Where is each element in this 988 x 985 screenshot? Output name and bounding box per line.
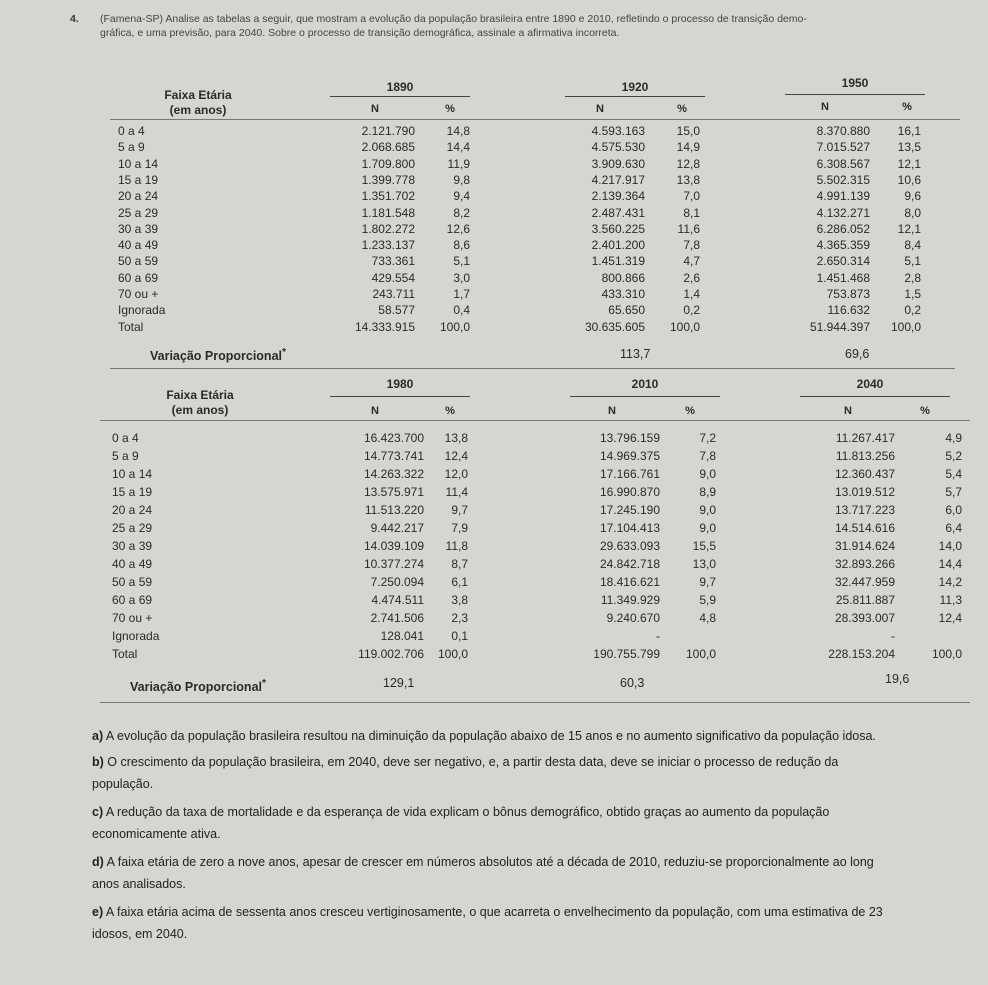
count-cell: 5.502.315 bbox=[816, 172, 870, 187]
percent-cell: 5,2 bbox=[945, 449, 962, 463]
age-range-label: 60 a 69 bbox=[112, 593, 153, 607]
count-cell: 119.002.706 bbox=[358, 647, 424, 661]
percent-cell: 12,1 bbox=[897, 221, 921, 236]
count-cell: 11.267.417 bbox=[835, 431, 895, 445]
age-range-label: 5 a 9 bbox=[112, 449, 139, 463]
age-range-label: 60 a 69 bbox=[118, 270, 159, 285]
count-cell: 29.633.093 bbox=[599, 539, 660, 553]
percent-cell: 8,1 bbox=[683, 205, 700, 220]
percent-cell: 13,8 bbox=[676, 172, 700, 187]
percent-cell: 14,2 bbox=[938, 575, 962, 589]
count-cell: 32.893.266 bbox=[834, 557, 895, 571]
table-divider bbox=[100, 702, 970, 703]
percent-cell: 4,9 bbox=[945, 431, 962, 445]
option-text: A faixa etária de zero a nove anos, apesar de crescer em números absolutos até a década de 2010, reduziu-se proporcionalmente ao long bbox=[106, 855, 874, 869]
percent-cell: 8,9 bbox=[699, 485, 716, 499]
percent-cell: 10,6 bbox=[897, 172, 921, 187]
option-letter: e) bbox=[92, 905, 104, 919]
table-row bbox=[0, 431, 988, 445]
variation-value: 69,6 bbox=[845, 347, 870, 361]
percent-cell: 15,5 bbox=[692, 539, 716, 553]
year-header: 2010 bbox=[631, 377, 659, 391]
table-row bbox=[0, 449, 988, 463]
count-cell: 1.233.137 bbox=[361, 238, 415, 253]
count-cell: 3.560.225 bbox=[591, 221, 645, 236]
table-row bbox=[0, 503, 988, 517]
option-b-continued bbox=[92, 773, 153, 795]
year-underline bbox=[800, 396, 950, 397]
percent-cell: 0,2 bbox=[904, 303, 921, 318]
count-cell: 4.217.917 bbox=[591, 172, 645, 187]
count-cell: 753.873 bbox=[826, 287, 870, 301]
percent-cell: 4,7 bbox=[683, 254, 700, 269]
intro-line-1: (Famena-SP) Analise as tabelas a seguir, que mostram a evolução da população brasileira entre 1890 e 2010, refletindo o processo de transição demo- bbox=[100, 13, 807, 25]
variation-label-text: Variação Proporcional bbox=[150, 349, 282, 364]
percent-cell: 11,3 bbox=[939, 593, 962, 607]
percent-cell: 5,1 bbox=[904, 254, 921, 269]
table-row bbox=[0, 557, 988, 571]
year-header: 2040 bbox=[856, 377, 884, 391]
percent-cell: 0,1 bbox=[451, 629, 468, 643]
age-range-label: 5 a 9 bbox=[118, 140, 145, 155]
percent-cell: 2,3 bbox=[451, 611, 468, 625]
table-row bbox=[0, 271, 988, 285]
col-header-pct: % bbox=[685, 405, 695, 417]
year-header: 1950 bbox=[841, 76, 869, 90]
table-divider bbox=[110, 368, 955, 369]
count-cell: 16.990.870 bbox=[599, 485, 660, 499]
table-row bbox=[0, 593, 988, 607]
percent-cell: 14,9 bbox=[676, 140, 700, 155]
percent-cell: 100,0 bbox=[890, 319, 921, 334]
count-cell: 4.365.359 bbox=[816, 238, 870, 253]
age-range-label: 15 a 19 bbox=[112, 485, 153, 499]
col-header-pct: % bbox=[445, 405, 455, 417]
count-cell: 7.015.527 bbox=[816, 140, 870, 155]
option-text: A faixa etária acima de sessenta anos cresceu vertiginosamente, o que acarreta o envelhecimento da população, com uma estimativa de 23 bbox=[105, 905, 883, 919]
count-cell: 4.474.511 bbox=[371, 593, 424, 607]
variation-label bbox=[130, 678, 266, 694]
year-underline bbox=[570, 396, 720, 397]
option-text: A redução da taxa de mortalidade e da esperança de vida explicam o bônus demográfico, obtido graças ao aumento da população bbox=[105, 805, 830, 819]
option-text: economicamente ativa. bbox=[92, 827, 221, 841]
percent-cell: 13,5 bbox=[897, 140, 921, 155]
percent-cell: 9,7 bbox=[451, 503, 468, 517]
percent-cell: 11,6 bbox=[677, 221, 700, 236]
col-header-n: N bbox=[371, 103, 379, 115]
table-row bbox=[0, 521, 988, 535]
count-cell: 1.181.548 bbox=[361, 205, 415, 220]
table-row bbox=[0, 173, 988, 187]
percent-cell: 6,0 bbox=[945, 503, 962, 517]
count-cell: 17.245.190 bbox=[599, 503, 660, 517]
option-c-continued bbox=[92, 823, 221, 845]
age-range-label: 30 a 39 bbox=[118, 221, 159, 236]
table-row bbox=[0, 238, 988, 252]
count-cell: 4.593.163 bbox=[591, 124, 645, 138]
count-cell: 58.577 bbox=[378, 303, 415, 318]
faixa-header-line1: Faixa Etária bbox=[164, 88, 232, 102]
percent-cell: 1,7 bbox=[453, 287, 470, 301]
count-cell: 13.575.971 bbox=[363, 485, 424, 499]
count-cell: 4.132.271 bbox=[816, 205, 870, 220]
percent-cell: 1,5 bbox=[904, 287, 921, 301]
count-cell: 128.041 bbox=[380, 629, 424, 643]
option-e[interactable] bbox=[92, 901, 883, 923]
percent-cell: 11,4 bbox=[445, 485, 468, 499]
col-header-n: N bbox=[608, 405, 616, 417]
age-range-label: 10 a 14 bbox=[118, 156, 159, 171]
percent-cell: 3,0 bbox=[453, 270, 470, 285]
col-header-n: N bbox=[596, 103, 604, 115]
age-range-label: 0 a 4 bbox=[118, 124, 145, 138]
count-cell: 429.554 bbox=[371, 270, 415, 285]
faixa-header-line2: (em anos) bbox=[169, 103, 227, 117]
count-cell: 11.513.220 bbox=[364, 503, 424, 517]
age-range-label: Total bbox=[112, 647, 138, 661]
count-cell: 14.969.375 bbox=[599, 449, 660, 463]
faixa-etaria-header bbox=[150, 388, 250, 418]
age-range-label: 15 a 19 bbox=[118, 172, 159, 187]
variation-value: 60,3 bbox=[620, 676, 645, 690]
percent-cell: 100,0 bbox=[437, 647, 468, 661]
table-row bbox=[0, 189, 988, 203]
percent-cell: 8,7 bbox=[451, 557, 468, 571]
variation-label bbox=[150, 347, 286, 363]
variation-value: 113,7 bbox=[620, 347, 651, 361]
count-cell: 13.796.159 bbox=[599, 431, 660, 445]
count-cell: 25.811.887 bbox=[835, 593, 895, 607]
count-cell: 10.377.274 bbox=[363, 557, 424, 571]
count-cell: 6.308.567 bbox=[816, 156, 870, 171]
table-row bbox=[0, 539, 988, 553]
option-d[interactable] bbox=[92, 851, 874, 873]
percent-cell: 14,4 bbox=[938, 557, 962, 571]
table-row bbox=[0, 124, 988, 138]
count-cell: 2.487.431 bbox=[591, 205, 645, 220]
question-intro bbox=[70, 12, 980, 40]
variation-mark: * bbox=[262, 678, 267, 689]
col-header-n: N bbox=[371, 405, 379, 417]
percent-cell: 4,8 bbox=[699, 611, 716, 625]
age-range-label: 40 a 49 bbox=[118, 238, 159, 253]
percent-cell: 15,0 bbox=[676, 124, 700, 138]
count-cell: 4.991.139 bbox=[816, 189, 870, 204]
age-range-label: 20 a 24 bbox=[118, 189, 159, 204]
count-cell: 116.632 bbox=[827, 303, 870, 318]
table-row bbox=[0, 287, 988, 301]
count-cell: 13.019.512 bbox=[834, 485, 895, 499]
col-header-n: N bbox=[821, 101, 829, 113]
percent-cell: 16,1 bbox=[897, 124, 921, 138]
count-cell: 6.286.052 bbox=[816, 221, 870, 236]
count-cell: 2.741.506 bbox=[370, 611, 424, 625]
percent-cell: 12,4 bbox=[444, 449, 468, 463]
variation-value: 129,1 bbox=[383, 676, 415, 690]
table-row bbox=[0, 467, 988, 481]
percent-cell: 100,0 bbox=[685, 647, 716, 661]
count-cell: 7.250.094 bbox=[370, 575, 424, 589]
age-range-label: Ignorada bbox=[112, 629, 160, 643]
option-d-continued bbox=[92, 873, 186, 895]
variation-label-text: Variação Proporcional bbox=[130, 680, 262, 695]
table-row bbox=[0, 485, 988, 499]
percent-cell: 8,6 bbox=[453, 238, 470, 253]
option-text: população. bbox=[92, 777, 154, 791]
percent-cell: 6,1 bbox=[451, 575, 468, 589]
percent-cell: 14,4 bbox=[446, 140, 470, 155]
percent-cell: 12,6 bbox=[446, 221, 470, 236]
age-range-label: 25 a 29 bbox=[112, 521, 153, 535]
option-text: A evolução da população brasileira resultou na diminuição da população abaixo de 15 anos e no aumento significativo da população idosa. bbox=[105, 729, 876, 743]
year-underline bbox=[330, 96, 470, 97]
percent-cell: 12,4 bbox=[938, 611, 962, 625]
percent-cell: 100,0 bbox=[439, 319, 470, 334]
age-range-label: 70 ou + bbox=[118, 287, 159, 301]
percent-cell: 13,8 bbox=[444, 431, 468, 445]
age-range-label: 40 a 49 bbox=[112, 557, 153, 571]
option-a[interactable] bbox=[92, 725, 876, 747]
table-row bbox=[0, 629, 988, 643]
count-cell: 1.351.702 bbox=[361, 189, 415, 204]
count-cell: 9.240.670 bbox=[606, 611, 660, 625]
count-cell: 9.442.217 bbox=[370, 521, 424, 535]
count-cell: 16.423.700 bbox=[363, 431, 424, 445]
count-cell: 14.773.741 bbox=[363, 449, 424, 463]
percent-cell: 7,8 bbox=[699, 449, 716, 463]
percent-cell: 9,0 bbox=[699, 503, 716, 517]
count-cell: 1.709.800 bbox=[361, 156, 415, 171]
age-range-label: Ignorada bbox=[118, 303, 166, 318]
count-cell: 1.451.468 bbox=[816, 270, 870, 285]
header-divider bbox=[110, 119, 960, 120]
age-range-label: 20 a 24 bbox=[112, 503, 153, 517]
option-text: idosos, em 2040. bbox=[92, 927, 188, 941]
percent-cell: 14,8 bbox=[446, 124, 470, 138]
age-range-label: 25 a 29 bbox=[118, 205, 159, 220]
table-row bbox=[0, 575, 988, 589]
table-row bbox=[0, 206, 988, 220]
col-header-n: N bbox=[844, 405, 852, 417]
table-row bbox=[0, 254, 988, 268]
count-cell: 18.416.621 bbox=[599, 575, 660, 589]
option-letter: d) bbox=[92, 855, 104, 869]
count-cell: 228.153.204 bbox=[828, 647, 895, 661]
count-cell: 12.360.437 bbox=[834, 467, 895, 481]
count-cell: 65.650 bbox=[608, 303, 645, 318]
year-underline bbox=[330, 396, 470, 397]
percent-cell: 3,8 bbox=[451, 593, 468, 607]
faixa-etaria-header bbox=[148, 88, 248, 118]
question-number: 4. bbox=[70, 13, 79, 25]
table-row bbox=[0, 647, 988, 661]
percent-cell: 0,2 bbox=[683, 303, 700, 318]
percent-cell: 12,0 bbox=[444, 467, 468, 481]
count-cell: 28.393.007 bbox=[834, 611, 895, 625]
table-row bbox=[0, 140, 988, 154]
count-cell: 800.866 bbox=[601, 270, 645, 285]
percent-cell: 6,4 bbox=[945, 521, 962, 535]
count-cell: 17.104.413 bbox=[599, 521, 660, 535]
count-cell: 30.635.605 bbox=[584, 319, 645, 334]
faixa-header-line2: (em anos) bbox=[171, 403, 229, 417]
option-e-continued bbox=[92, 923, 187, 945]
count-cell: 2.650.314 bbox=[816, 254, 870, 269]
option-c[interactable] bbox=[92, 801, 829, 823]
count-cell: 14.514.616 bbox=[834, 521, 895, 535]
option-letter: a) bbox=[92, 729, 104, 743]
percent-cell: 2,8 bbox=[904, 270, 921, 285]
percent-cell: 11,8 bbox=[445, 539, 468, 553]
year-underline bbox=[565, 96, 705, 97]
percent-cell: 9,8 bbox=[453, 172, 470, 187]
year-underline bbox=[785, 94, 925, 95]
header-divider bbox=[100, 420, 970, 421]
count-cell: 13.717.223 bbox=[834, 503, 895, 517]
year-header: 1920 bbox=[621, 80, 649, 94]
option-text: anos analisados. bbox=[92, 877, 186, 891]
intro-line-2: gráfica, e uma previsão, para 2040. Sobre o processo de transição demográfica, assinale a afirmativa incorreta. bbox=[100, 27, 620, 39]
percent-cell: 5,1 bbox=[453, 254, 470, 269]
count-cell: 733.361 bbox=[371, 254, 415, 269]
count-cell: 3.909.630 bbox=[591, 156, 645, 171]
count-cell: 1.399.778 bbox=[361, 172, 415, 187]
col-header-pct: % bbox=[445, 103, 455, 115]
count-cell: 14.333.915 bbox=[354, 319, 415, 334]
percent-cell: 9,0 bbox=[699, 467, 716, 481]
count-cell: - bbox=[891, 629, 895, 643]
count-cell: 433.310 bbox=[601, 287, 645, 301]
percent-cell: 9,4 bbox=[453, 189, 470, 204]
percent-cell: 8,0 bbox=[904, 205, 921, 220]
percent-cell: 11,9 bbox=[447, 156, 470, 171]
count-cell: 8.370.880 bbox=[816, 124, 870, 138]
table-row bbox=[0, 157, 988, 171]
option-text: O crescimento da população brasileira, em 2040, deve ser negativo, e, a partir desta data, deve se iniciar o processo de redução da bbox=[107, 755, 839, 769]
table-row bbox=[0, 222, 988, 236]
age-range-label: 70 ou + bbox=[112, 611, 153, 625]
percent-cell: 1,4 bbox=[683, 287, 700, 301]
count-cell: 2.139.364 bbox=[591, 189, 645, 204]
percent-cell: 14,0 bbox=[938, 539, 962, 553]
percent-cell: 5,7 bbox=[945, 485, 962, 499]
count-cell: 2.121.790 bbox=[361, 124, 415, 138]
count-cell: 51.944.397 bbox=[809, 319, 870, 334]
variation-mark: * bbox=[282, 347, 287, 358]
count-cell: 190.755.799 bbox=[593, 647, 660, 661]
faixa-header-line1: Faixa Etária bbox=[166, 388, 234, 402]
count-cell: 32.447.959 bbox=[834, 575, 895, 589]
table-row bbox=[0, 320, 988, 334]
option-letter: b) bbox=[92, 755, 104, 769]
age-range-label: 0 a 4 bbox=[112, 431, 139, 445]
age-range-label: 50 a 59 bbox=[118, 254, 159, 269]
percent-cell: 9,7 bbox=[699, 575, 716, 589]
count-cell: 31.914.624 bbox=[834, 539, 895, 553]
count-cell: 1.802.272 bbox=[361, 221, 415, 236]
col-header-pct: % bbox=[902, 101, 912, 113]
variation-value: 19,6 bbox=[885, 672, 910, 686]
percent-cell: 7,8 bbox=[683, 238, 700, 253]
option-letter: c) bbox=[92, 805, 104, 819]
count-cell: 17.166.761 bbox=[599, 467, 660, 481]
percent-cell: 0,4 bbox=[453, 303, 470, 318]
age-range-label: 50 a 59 bbox=[112, 575, 153, 589]
percent-cell: 8,2 bbox=[453, 205, 470, 220]
count-cell: 14.039.109 bbox=[363, 539, 424, 553]
count-cell: - bbox=[656, 629, 660, 643]
percent-cell: 9,6 bbox=[904, 189, 921, 204]
percent-cell: 13,0 bbox=[692, 557, 716, 571]
percent-cell: 100,0 bbox=[669, 319, 700, 334]
percent-cell: 5,4 bbox=[945, 467, 962, 481]
count-cell: 4.575.530 bbox=[591, 140, 645, 155]
percent-cell: 9,0 bbox=[699, 521, 716, 535]
age-range-label: Total bbox=[118, 319, 144, 334]
age-range-label: 30 a 39 bbox=[112, 539, 153, 553]
year-header: 1890 bbox=[386, 80, 414, 94]
percent-cell: 2,6 bbox=[683, 270, 700, 285]
count-cell: 14.263.322 bbox=[363, 467, 424, 481]
percent-cell: 12,1 bbox=[897, 156, 921, 171]
col-header-pct: % bbox=[920, 405, 930, 417]
option-b[interactable] bbox=[92, 751, 838, 773]
count-cell: 24.842.718 bbox=[599, 557, 660, 571]
count-cell: 243.711 bbox=[372, 287, 415, 301]
percent-cell: 7,2 bbox=[699, 431, 716, 445]
count-cell: 1.451.319 bbox=[591, 254, 645, 269]
percent-cell: 12,8 bbox=[676, 156, 700, 171]
age-range-label: 10 a 14 bbox=[112, 467, 153, 481]
percent-cell: 8,4 bbox=[904, 238, 921, 253]
year-header: 1980 bbox=[386, 377, 414, 391]
percent-cell: 5,9 bbox=[699, 593, 716, 607]
percent-cell: 100,0 bbox=[931, 647, 962, 661]
count-cell: 2.068.685 bbox=[361, 140, 415, 155]
count-cell: 11.349.929 bbox=[600, 593, 660, 607]
table-row bbox=[0, 611, 988, 625]
col-header-pct: % bbox=[677, 103, 687, 115]
percent-cell: 7,9 bbox=[451, 521, 468, 535]
table-row bbox=[0, 303, 988, 317]
percent-cell: 7,0 bbox=[683, 189, 700, 204]
count-cell: 2.401.200 bbox=[591, 238, 645, 253]
count-cell: 11.813.256 bbox=[835, 449, 895, 463]
